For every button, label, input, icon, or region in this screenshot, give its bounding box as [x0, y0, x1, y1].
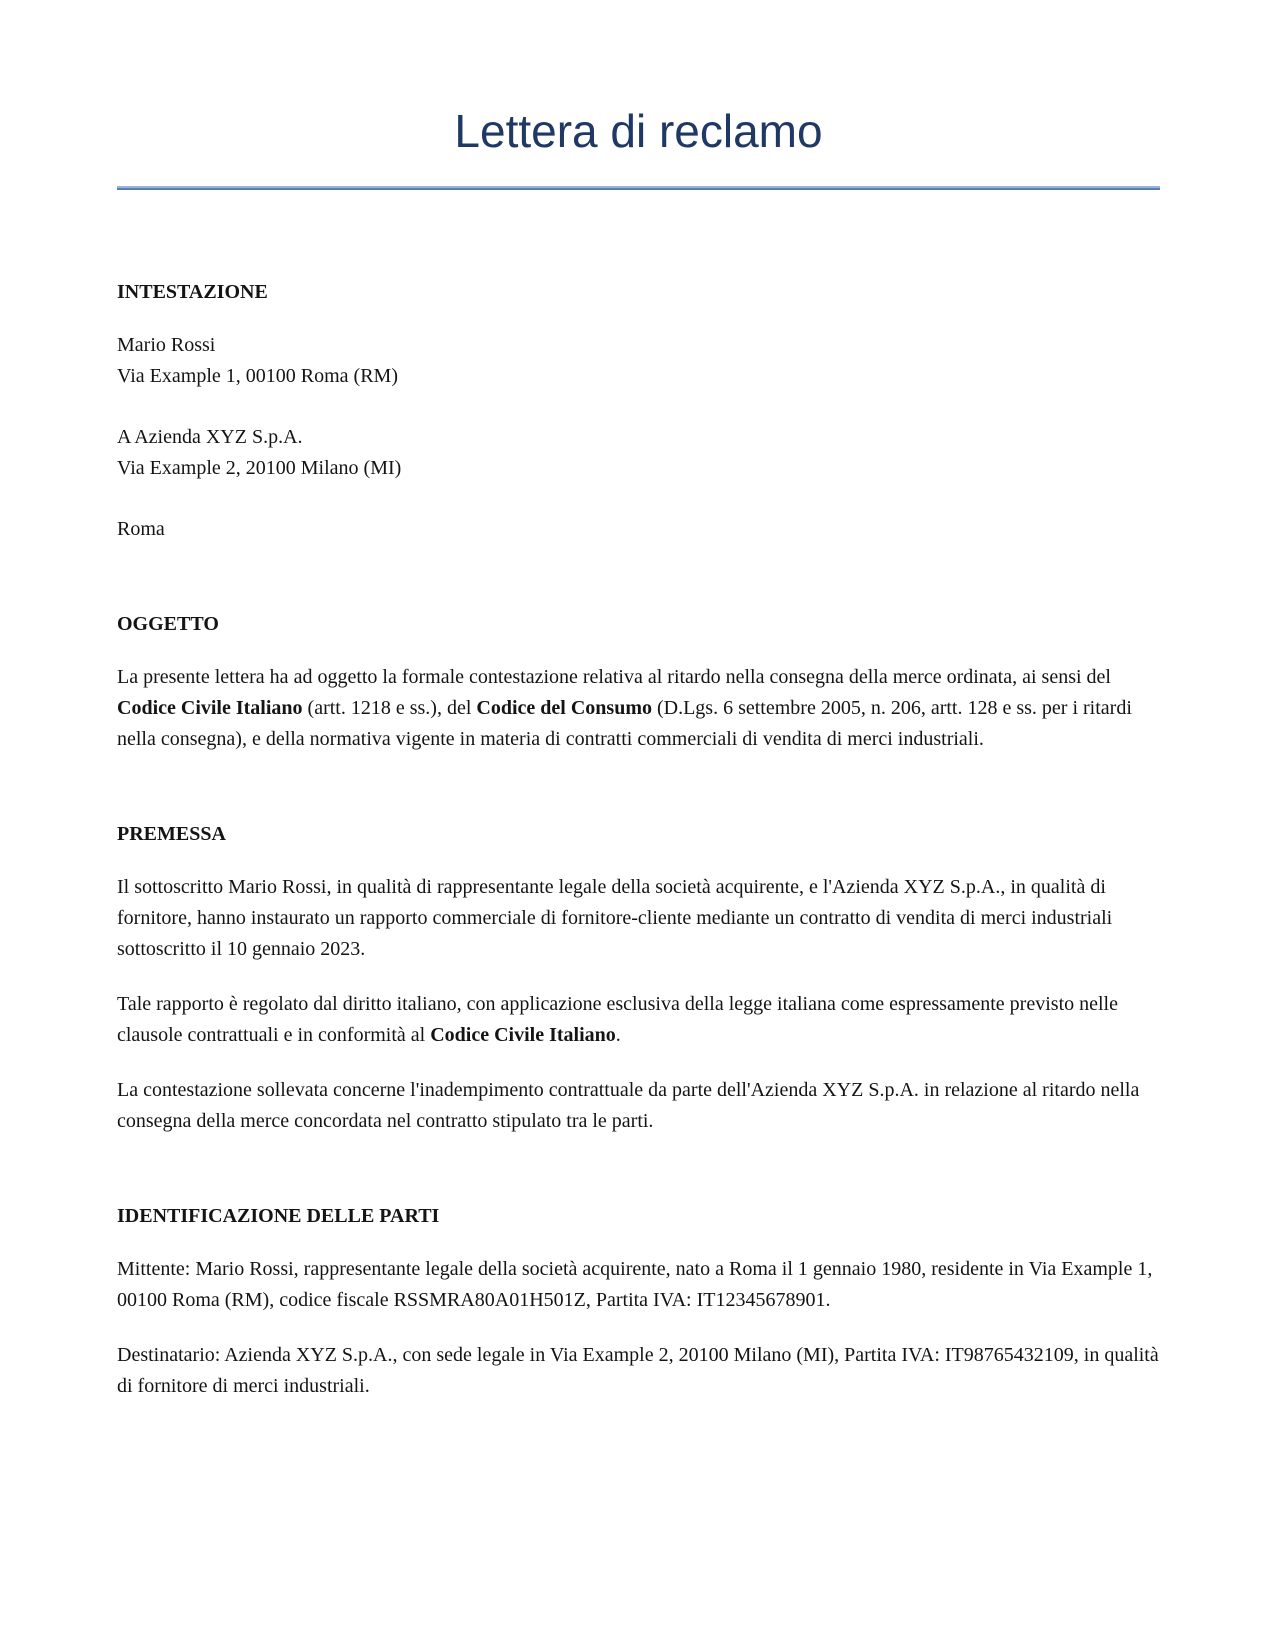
destinatario-paragraph: Destinatario: Azienda XYZ S.p.A., con sede legale in Via Example 2, 20100 Milano (MI), Partita IVA: IT98765432109, in qualità di fornitore di merci industriali.: [117, 1344, 1159, 1397]
recipient-address: [117, 422, 1160, 484]
section-heading-premessa: PREMESSA: [117, 823, 226, 845]
premessa-paragraph-3: La contestazione sollevata concerne l'inadempimento contrattuale da parte dell'Azienda XYZ S.p.A. in relazione al ritardo nella consegna della merce concordata nel contratto stipulato tra le parti.: [117, 1079, 1140, 1132]
recipient-name-line: A Azienda XYZ S.p.A.: [117, 426, 303, 448]
recipient-street-line: Via Example 2, 20100 Milano (MI): [117, 457, 402, 479]
section-premessa: [117, 819, 1160, 1137]
section-oggetto: [117, 609, 1160, 755]
sender-address: [117, 330, 1160, 392]
section-heading-identificazione: IDENTIFICAZIONE DELLE PARTI: [117, 1205, 440, 1227]
section-heading-oggetto: OGGETTO: [117, 613, 219, 635]
oggetto-paragraph: La presente lettera ha ad oggetto la formale contestazione relativa al ritardo nella consegna della merce ordinata, ai sensi del Codice Civile Italiano (artt. 1218 e ss.), del Codice del Consumo (D.Lgs. 6 settembre 2005, n. 206, artt. 128 e ss. per i ritardi nella consegna), e della normativa vigente in materia di contratti commerciali di vendita di merci industriali.: [117, 666, 1132, 750]
section-heading-intestazione: INTESTAZIONE: [117, 281, 268, 303]
section-identificazione: [117, 1201, 1160, 1402]
premessa-paragraph-2: Tale rapporto è regolato dal diritto italiano, con applicazione esclusiva della legge italiana come espressamente previsto nelle clausole contrattuali e in conformità al Codice Civile Italiano.: [117, 993, 1118, 1046]
place-line: Roma: [117, 518, 165, 540]
document-title: Lettera di reclamo: [454, 105, 823, 157]
mittente-paragraph: Mittente: Mario Rossi, rappresentante legale della società acquirente, nato a Roma il 1 gennaio 1980, residente in Via Example 1, 00100 Roma (RM), codice fiscale RSSMRA80A01H501Z, Partita IVA: IT12345678901.: [117, 1258, 1153, 1311]
title-underline-rule: [117, 186, 1160, 190]
sender-street-line: Via Example 1, 00100 Roma (RM): [117, 365, 398, 387]
section-intestazione: [117, 277, 1160, 545]
premessa-paragraph-1: Il sottoscritto Mario Rossi, in qualità di rappresentante legale della società acquirente, e l'Azienda XYZ S.p.A., in qualità di fornitore, hanno instaurato un rapporto commerciale di fornitore-cliente mediante un contratto di vendita di merci industriali sottoscritto il 10 gennaio 2023.: [117, 876, 1113, 960]
sender-name-line: Mario Rossi: [117, 334, 216, 356]
